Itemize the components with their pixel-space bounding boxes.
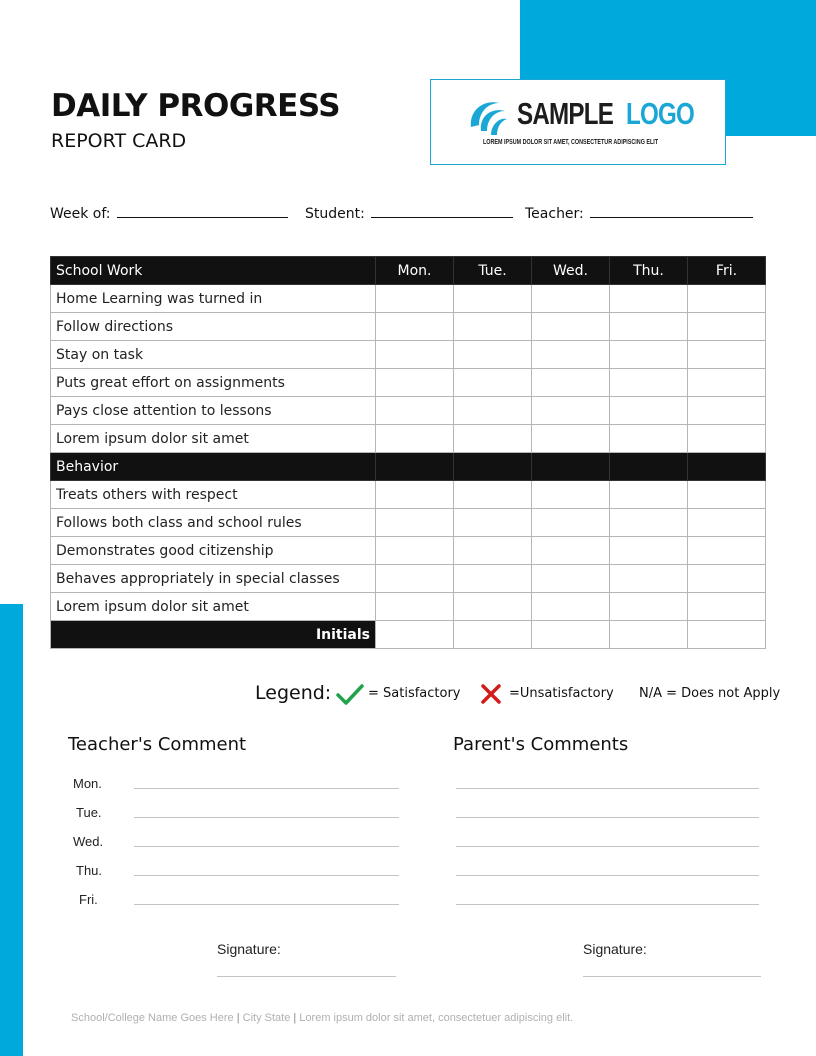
logo-box [430,79,726,165]
parent-comment-line-tue[interactable] [456,817,759,818]
table-row [51,285,766,313]
logo-tagline: LOREM IPSUM DOLOR SIT AMET, CONSECTETUR ADIPISCING ELIT [483,137,659,146]
rating-cell[interactable] [376,369,454,397]
teacher-comment-line-tue[interactable] [134,817,399,818]
rating-cell[interactable] [454,509,532,537]
side-accent-bar [0,604,23,1056]
table-row [51,341,766,369]
row-label: Behaves appropriately in special classes [51,565,376,593]
rating-cell[interactable] [532,285,610,313]
table-row [51,593,766,621]
row-label: Demonstrates good citizenship [51,537,376,565]
day-header-tue: Tue. [454,257,532,285]
rating-cell[interactable] [532,397,610,425]
section-header-cell [610,453,688,481]
teacher-blank[interactable] [590,205,753,218]
teacher-field[interactable] [525,205,753,222]
row-label: Puts great effort on assignments [51,369,376,397]
rating-cell[interactable] [610,537,688,565]
footer-school: School/College Name Goes Here [71,1012,234,1024]
student-blank[interactable] [371,205,513,218]
footer-text: Lorem ipsum dolor sit amet, consectetuer adipiscing elit. [299,1012,574,1024]
section-header-cell [376,453,454,481]
rating-cell[interactable] [688,509,766,537]
rating-cell[interactable] [610,397,688,425]
rating-cell[interactable] [454,369,532,397]
parent-comment-line-thu[interactable] [456,875,759,876]
teacher-day-fri: Fri. [79,892,98,907]
rating-cell[interactable] [688,425,766,453]
rating-cell[interactable] [532,341,610,369]
rating-cell[interactable] [610,593,688,621]
rating-cell[interactable] [688,481,766,509]
rating-cell[interactable] [688,341,766,369]
initials-cell[interactable] [532,621,610,649]
rating-cell[interactable] [376,397,454,425]
footer [71,1012,573,1024]
teacher-signature-label: Signature: [217,941,281,957]
day-header-wed: Wed. [532,257,610,285]
rating-cell[interactable] [532,369,610,397]
rating-cell[interactable] [376,565,454,593]
initials-cell[interactable] [454,621,532,649]
footer-separator: | [236,1012,240,1024]
table-row [51,565,766,593]
week-of-field[interactable] [50,205,288,222]
teacher-day-thu: Thu. [76,863,103,878]
parent-signature-line[interactable] [583,976,761,977]
teacher-day-tue: Tue. [76,805,102,820]
row-label: Treats others with respect [51,481,376,509]
rating-cell[interactable] [610,285,688,313]
teacher-comment-line-mon[interactable] [134,788,399,789]
rating-cell[interactable] [688,313,766,341]
legend-satisfactory: = Satisfactory [368,686,461,701]
legend-unsatisfactory: =Unsatisfactory [509,686,614,701]
page-title: DAILY PROGRESS [51,88,341,124]
parent-signature-label: Signature: [583,941,647,957]
rating-cell[interactable] [532,425,610,453]
rating-cell[interactable] [532,313,610,341]
rating-cell[interactable] [532,537,610,565]
cross-icon [480,683,502,705]
school-work-header: School Work [51,257,376,285]
rating-cell[interactable] [610,313,688,341]
rating-cell[interactable] [532,509,610,537]
behavior-header: Behavior [51,453,376,481]
student-label: Student: [305,206,365,222]
rating-cell[interactable] [532,565,610,593]
parent-comment-title: Parent's Comments [453,734,629,755]
rating-cell[interactable] [376,481,454,509]
legend-na: N/A = Does not Apply [639,686,781,701]
parent-comment-line-mon[interactable] [456,788,759,789]
footer-separator: | [293,1012,297,1024]
legend-label: Legend: [255,682,332,704]
row-label: Home Learning was turned in [51,285,376,313]
teacher-comment-line-fri[interactable] [134,904,399,905]
rating-cell[interactable] [688,369,766,397]
rating-cell[interactable] [454,313,532,341]
teacher-label: Teacher: [525,206,584,222]
rating-cell[interactable] [454,285,532,313]
row-label: Stay on task [51,341,376,369]
teacher-comment-line-thu[interactable] [134,875,399,876]
rating-cell[interactable] [610,481,688,509]
rating-cell[interactable] [454,481,532,509]
initials-cell[interactable] [688,621,766,649]
parent-comment-line-wed[interactable] [456,846,759,847]
student-field[interactable] [305,205,513,222]
logo-word-sample: SAMPLE [517,96,614,131]
row-label: Follow directions [51,313,376,341]
section-header-cell [688,453,766,481]
progress-table [50,256,766,649]
rating-cell[interactable] [688,397,766,425]
rating-cell[interactable] [610,509,688,537]
rating-cell[interactable] [532,481,610,509]
rating-cell[interactable] [376,593,454,621]
rating-cell[interactable] [610,565,688,593]
table-row [51,509,766,537]
rating-cell[interactable] [454,397,532,425]
table-row [51,537,766,565]
day-header-mon: Mon. [376,257,454,285]
teacher-comment-line-wed[interactable] [134,846,399,847]
behavior-header-row [51,453,766,481]
teacher-day-mon: Mon. [73,776,102,791]
table-row [51,369,766,397]
rating-cell[interactable] [532,593,610,621]
logo-word-logo: LOGO [626,96,695,131]
rating-cell[interactable] [454,593,532,621]
table-row [51,313,766,341]
rating-cell[interactable] [376,509,454,537]
row-label: Pays close attention to lessons [51,397,376,425]
rating-cell[interactable] [610,425,688,453]
week-of-blank[interactable] [117,205,288,218]
rating-cell[interactable] [688,565,766,593]
initials-cell[interactable] [610,621,688,649]
check-icon [336,683,364,705]
parent-comment-line-fri[interactable] [456,904,759,905]
table-row [51,481,766,509]
rating-cell[interactable] [376,341,454,369]
rating-cell[interactable] [610,369,688,397]
rating-cell[interactable] [454,425,532,453]
row-label: Lorem ipsum dolor sit amet [51,593,376,621]
rating-cell[interactable] [376,313,454,341]
initials-row [51,621,766,649]
rating-cell[interactable] [454,565,532,593]
rating-cell[interactable] [376,425,454,453]
rating-cell[interactable] [376,285,454,313]
rating-cell[interactable] [454,341,532,369]
table-row [51,425,766,453]
row-label: Follows both class and school rules [51,509,376,537]
day-header-thu: Thu. [610,257,688,285]
rating-cell[interactable] [376,537,454,565]
rating-cell[interactable] [688,593,766,621]
rating-cell[interactable] [454,537,532,565]
rating-cell[interactable] [610,341,688,369]
footer-city: City State [242,1012,291,1024]
section-header-cell [454,453,532,481]
section-header-cell [532,453,610,481]
swoosh-logo-icon [467,97,509,139]
day-header-fri: Fri. [688,257,766,285]
table-row [51,397,766,425]
week-of-label: Week of: [50,206,111,222]
rating-cell[interactable] [688,537,766,565]
teacher-signature-line[interactable] [217,976,396,977]
teacher-day-wed: Wed. [73,834,104,849]
initials-label: Initials [51,621,376,649]
teacher-comment-title: Teacher's Comment [68,734,247,755]
initials-cell[interactable] [376,621,454,649]
table-header-row [51,257,766,285]
page-subtitle: REPORT CARD [51,130,187,152]
row-label: Lorem ipsum dolor sit amet [51,425,376,453]
rating-cell[interactable] [688,285,766,313]
